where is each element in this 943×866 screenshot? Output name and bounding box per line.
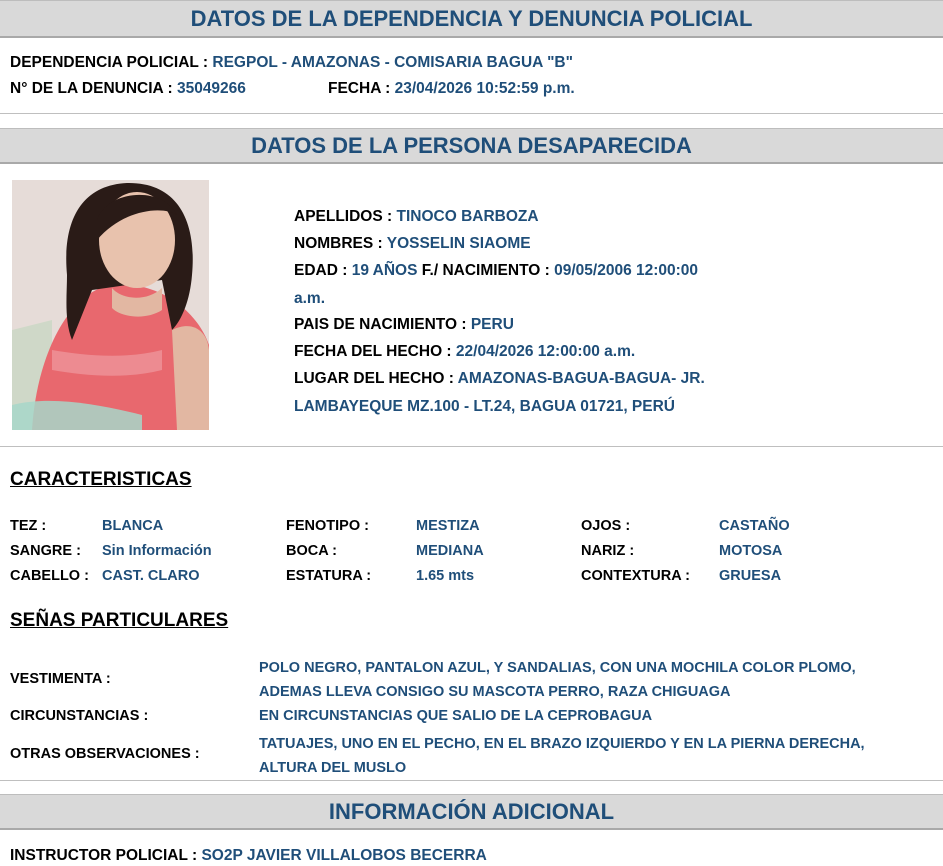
cabello-label: CABELLO : xyxy=(10,568,89,584)
section-header-info: INFORMACIÓN ADICIONAL xyxy=(0,794,943,830)
dependencia-value: REGPOL - AMAZONAS - COMISARIA BAGUA "B" xyxy=(212,54,573,71)
divider xyxy=(0,113,943,114)
portrait-image xyxy=(12,180,209,430)
ojos-value: CASTAÑO xyxy=(719,518,790,534)
sangre-label: SANGRE : xyxy=(10,543,81,559)
circunstancias-label: CIRCUNSTANCIAS : xyxy=(10,708,149,724)
nariz-label: NARIZ : xyxy=(581,543,635,559)
lugar-value: AMAZONAS-BAGUA-BAGUA- JR. xyxy=(457,370,705,387)
estatura-label: ESTATURA : xyxy=(286,568,372,584)
fecha-hecho-value: 22/04/2026 12:00:00 a.m. xyxy=(455,343,636,360)
otras-observaciones-label: OTRAS OBSERVACIONES : xyxy=(10,746,200,762)
sangre-value: Sin Información xyxy=(102,543,212,559)
section-header-persona: DATOS DE LA PERSONA DESAPARECIDA xyxy=(0,128,943,164)
contextura-label: CONTEXTURA : xyxy=(581,568,691,584)
denuncia-row xyxy=(10,80,246,98)
tez-value: BLANCA xyxy=(102,518,164,534)
otras-line-2: ALTURA DEL MUSLO xyxy=(259,760,407,776)
nacimiento-label: F./ NACIMIENTO : xyxy=(421,262,550,279)
dependencia-row xyxy=(10,54,573,72)
edad-row xyxy=(294,262,698,280)
fecha-hecho-row xyxy=(294,343,635,361)
apellidos-value: TINOCO BARBOZA xyxy=(396,208,539,225)
contextura-value: GRUESA xyxy=(719,568,782,584)
senas-title: SEÑAS PARTICULARES xyxy=(10,610,229,631)
vestimenta-line-1: POLO NEGRO, PANTALON AZUL, Y SANDALIAS, CON UNA MOCHILA COLOR PLOMO, xyxy=(259,660,856,676)
nombres-row xyxy=(294,235,531,253)
nombres-label: NOMBRES : xyxy=(294,235,383,252)
caracteristicas-title: CARACTERISTICAS xyxy=(10,469,192,490)
lugar-label: LUGAR DEL HECHO : xyxy=(294,370,454,387)
lugar-value-2: LAMBAYEQUE MZ.100 - LT.24, BAGUA 01721, PERÚ xyxy=(294,398,675,415)
estatura-value: 1.65 mts xyxy=(416,568,475,584)
nacimiento-row-2 xyxy=(294,290,325,308)
nacimiento-value: 09/05/2006 12:00:00 xyxy=(554,262,699,279)
lugar-row-2 xyxy=(294,398,675,416)
dependencia-label: DEPENDENCIA POLICIAL : xyxy=(10,54,209,71)
denuncia-label: N° DE LA DENUNCIA : xyxy=(10,80,173,97)
apellidos-label: APELLIDOS : xyxy=(294,208,393,225)
divider xyxy=(0,780,943,781)
vestimenta-value xyxy=(259,656,939,704)
nariz-value: MOTOSA xyxy=(719,543,783,559)
boca-label: BOCA : xyxy=(286,543,338,559)
boca-value: MEDIANA xyxy=(416,543,484,559)
edad-label: EDAD : xyxy=(294,262,348,279)
pais-row xyxy=(294,316,514,334)
tez-label: TEZ : xyxy=(10,518,47,534)
otras-observaciones-value xyxy=(259,732,939,780)
fecha-row xyxy=(328,80,575,98)
circunstancias-value: EN CIRCUNSTANCIAS QUE SALIO DE LA CEPROBAGUA xyxy=(259,708,653,724)
lugar-row xyxy=(294,370,705,388)
fecha-value: 23/04/2026 10:52:59 p.m. xyxy=(394,80,575,97)
pais-label: PAIS DE NACIMIENTO : xyxy=(294,316,467,333)
fecha-hecho-label: FECHA DEL HECHO : xyxy=(294,343,452,360)
section-header-dependencia: DATOS DE LA DEPENDENCIA Y DENUNCIA POLICIAL xyxy=(0,0,943,38)
missing-person-photo xyxy=(12,180,209,430)
fecha-label: FECHA : xyxy=(328,80,391,97)
divider xyxy=(0,446,943,447)
instructor-label: INSTRUCTOR POLICIAL : xyxy=(10,847,198,864)
otras-line-1: TATUAJES, UNO EN EL PECHO, EN EL BRAZO IZQUIERDO Y EN LA PIERNA DERECHA, xyxy=(259,736,865,752)
nacimiento-value-2: a.m. xyxy=(294,290,326,307)
edad-value: 19 AÑOS xyxy=(351,262,418,279)
instructor-value: SO2P JAVIER VILLALOBOS BECERRA xyxy=(201,847,487,864)
instructor-row xyxy=(10,847,487,865)
vestimenta-line-2: ADEMAS LLEVA CONSIGO SU MASCOTA PERRO, RAZA CHIGUAGA xyxy=(259,684,731,700)
ojos-label: OJOS : xyxy=(581,518,631,534)
apellidos-row xyxy=(294,208,539,226)
nombres-value: YOSSELIN SIAOME xyxy=(386,235,531,252)
fenotipo-value: MESTIZA xyxy=(416,518,480,534)
denuncia-value: 35049266 xyxy=(176,80,246,97)
pais-value: PERU xyxy=(470,316,514,333)
fenotipo-label: FENOTIPO : xyxy=(286,518,369,534)
cabello-value: CAST. CLARO xyxy=(102,568,200,584)
vestimenta-label: VESTIMENTA : xyxy=(10,671,111,687)
